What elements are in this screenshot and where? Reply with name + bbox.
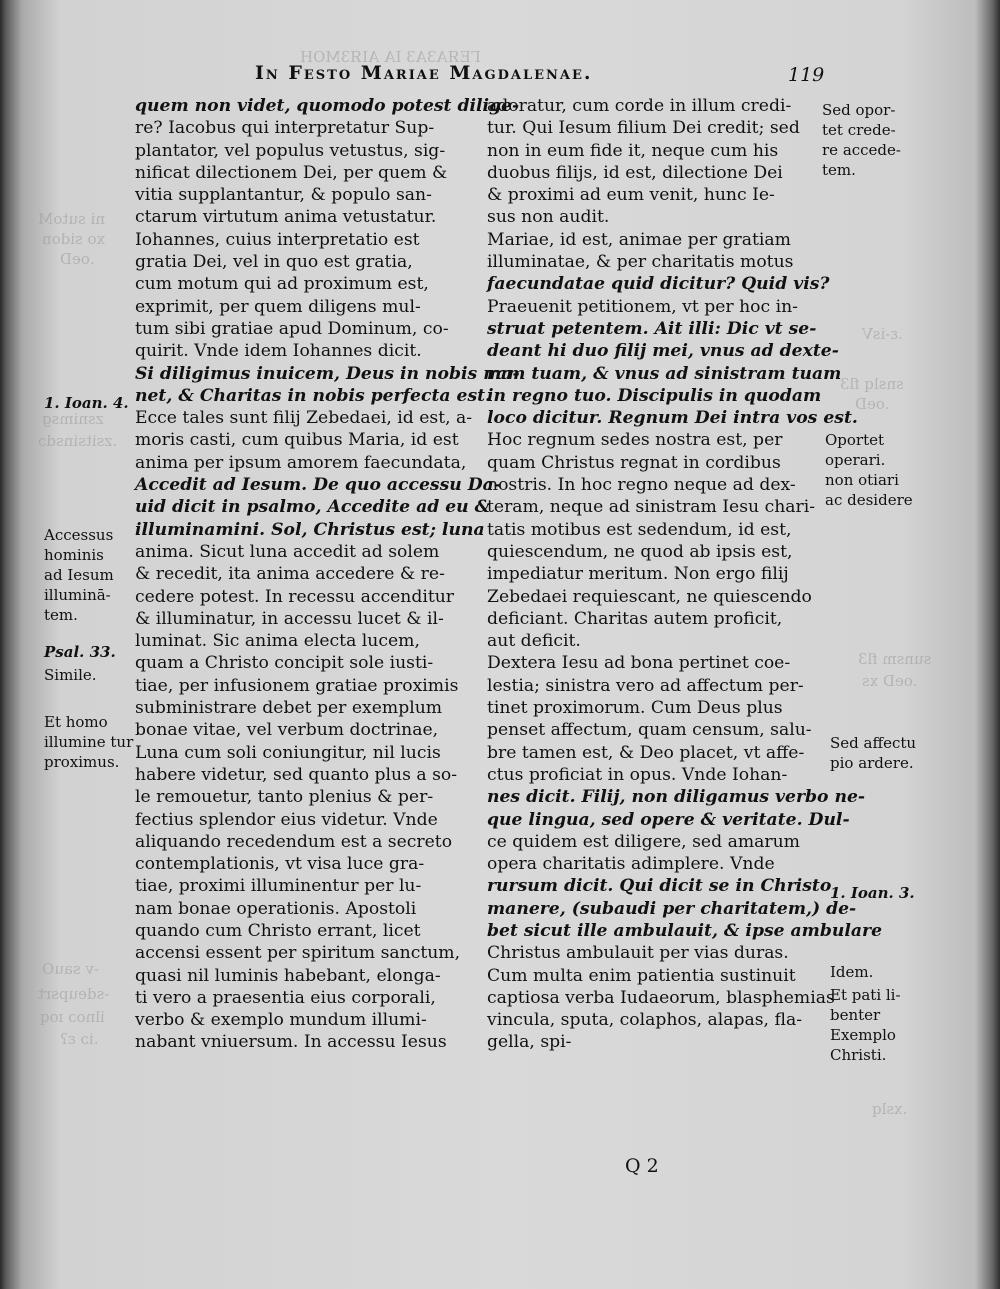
text-line: tur. Qui Iesum filium Dei credit; sed bbox=[487, 118, 800, 139]
text-line: habere videtur, sed quanto plus a so- bbox=[135, 764, 458, 785]
text-line: duobus filijs, id est, dilectione Dei bbox=[487, 162, 783, 183]
text-line: Cum multa enim patientia sustinuit bbox=[487, 965, 796, 986]
text-line: illuminamini. Sol, Christus est; luna bbox=[135, 519, 485, 540]
bleed-through: .oeD xs bbox=[862, 672, 918, 690]
text-line: non in eum fide it, neque cum his bbox=[487, 140, 779, 161]
left-text-column bbox=[135, 95, 520, 1054]
margin-note-left: 1. Ioan. 4. bbox=[44, 394, 129, 412]
text-line: nes dicit. Filij, non diligamus verbo ne- bbox=[487, 787, 866, 808]
signature-mark: Q 2 bbox=[625, 1155, 659, 1177]
text-line: ti vero a praesentia eius corporali, bbox=[135, 987, 436, 1008]
text-line: nam bonae operationis. Apostoli bbox=[135, 898, 417, 919]
text-line: teram, neque ad sinistram Iesu chari- bbox=[487, 497, 816, 518]
bleed-through: -sdeupsrt bbox=[38, 985, 110, 1003]
text-line: plantator, vel populus vetustus, sig- bbox=[135, 140, 446, 161]
text-line: quando cum Christo errant, licet bbox=[135, 920, 421, 941]
text-line: tiae, proximi illuminentur per lu- bbox=[135, 876, 422, 897]
text-line: bet sicut ille ambulauit, & ipse ambulare bbox=[487, 920, 883, 941]
text-line: captiosa verba Iudaeorum, blasphemias bbox=[487, 987, 835, 1008]
text-line: ce quidem est diligere, sed amarum bbox=[487, 831, 800, 852]
text-line: tatis motibus est sedendum, id est, bbox=[487, 519, 792, 540]
text-line: Zebedaei requiescant, ne quiescendo bbox=[487, 586, 812, 607]
text-line: Praeuenit petitionem, vt per hoc in- bbox=[487, 296, 798, 317]
text-line: accensi essent per spiritum sanctum, bbox=[135, 943, 461, 964]
text-line: anima per ipsum amorem faecundata, bbox=[135, 452, 467, 473]
running-title: In Festo Mariae Magdalenae. bbox=[255, 62, 593, 84]
page-number: 119 bbox=[788, 64, 825, 86]
margin-note-right: 1. Ioan. 3. bbox=[830, 884, 915, 902]
text-line: nabant vniuersum. In accessu Iesus bbox=[135, 1032, 447, 1053]
text-line: net, & Charitas in nobis perfecta est. bbox=[135, 385, 492, 406]
text-line: impediatur meritum. Non ergo filij bbox=[487, 564, 789, 585]
text-line: ctus proficiat in opus. Vnde Iohan- bbox=[487, 764, 788, 785]
text-line: Luna cum soli coniungitur, nil lucis bbox=[135, 742, 441, 763]
text-line: bonae vitae, vel verbum doctrinae, bbox=[135, 720, 439, 741]
text-line: subministrare debet per exemplum bbox=[135, 698, 443, 719]
text-line: quem non videt, quomodo potest dilige- bbox=[135, 96, 520, 116]
bleed-through: sunsm fl3 bbox=[858, 650, 932, 668]
margin-note-right: Oportet operari. non otiari ac desidere bbox=[825, 431, 913, 509]
text-line: quiescendum, ne quod ab ipsis est, bbox=[487, 541, 793, 562]
text-line: bre tamen est, & Deo placet, vt affe- bbox=[487, 742, 805, 763]
margin-note-right: Et pati li- benter Exemplo Christi. bbox=[830, 986, 901, 1064]
text-line: Iohannes, cuius interpretatio est bbox=[135, 229, 420, 250]
text-line: ctarum virtutum anima vetustatur. bbox=[135, 207, 437, 228]
text-line: struat petentem. Ait illi: Dic vt se- bbox=[487, 318, 817, 339]
text-line: opera charitatis adimplere. Vnde bbox=[487, 854, 775, 875]
text-line: que lingua, sed opere & veritate. Dul- bbox=[487, 809, 850, 830]
text-line: exprimit, per quem diligens mul- bbox=[135, 296, 421, 317]
bleed-through: ГЕЯАЗАЗ ІА АІЯЗМОН bbox=[300, 48, 481, 66]
text-line: quam Christus regnat in cordibus bbox=[487, 452, 781, 473]
margin-note-left: Simile. bbox=[44, 666, 97, 684]
text-line: Si diligimus inuicem, Deus in nobis ma- bbox=[135, 363, 520, 384]
text-line: illuminatae, & per charitatis motus bbox=[487, 252, 794, 273]
text-line: & illuminatur, in accessu lucet & il- bbox=[135, 608, 444, 629]
bleed-through: xo sidon bbox=[42, 230, 106, 248]
bleed-through: .iɔ ɛʔ bbox=[60, 1030, 99, 1048]
text-line: Dextera Iesu ad bona pertinet coe- bbox=[487, 653, 791, 674]
margin-note-left: Et homo illumine tur proximus. bbox=[44, 713, 134, 771]
text-line: Mariae, id est, animae per gratiam bbox=[487, 229, 791, 250]
bleed-through: -v sauO bbox=[42, 960, 99, 978]
text-line: gratia Dei, vel in quo est gratia, bbox=[135, 252, 413, 273]
text-line: tiae, per infusionem gratiae proximis bbox=[135, 675, 459, 696]
text-line: aliquando recedendum est a secreto bbox=[135, 831, 453, 852]
text-line: tinet proximorum. Cum Deus plus bbox=[487, 698, 783, 719]
text-line: anima. Sicut luna accedit ad solem bbox=[135, 541, 440, 562]
text-line: sus non audit. bbox=[487, 207, 610, 228]
bleed-through: ilnoɔ ɪoq bbox=[40, 1008, 105, 1026]
text-line: tum sibi gratiae apud Dominum, co- bbox=[135, 318, 449, 339]
text-line: contemplationis, vt visa luce gra- bbox=[135, 854, 425, 875]
bleed-through: .xslq bbox=[872, 1100, 908, 1118]
text-line: uid dicit in psalmo, Accedite ad eu & bbox=[135, 497, 491, 518]
text-line: nostris. In hoc regno neque ad dex- bbox=[487, 475, 796, 496]
text-line: Ecce tales sunt filij Zebedaei, id est, a- bbox=[135, 408, 473, 429]
text-line: & proximi ad eum venit, hunc Ie- bbox=[487, 185, 775, 206]
text-line: lestia; sinistra vero ad affectum per- bbox=[487, 675, 804, 696]
bleed-through: .ɛ-isV bbox=[862, 325, 903, 343]
text-line: vitia supplantantur, & populo san- bbox=[135, 185, 432, 206]
text-line: deant hi duo filij mei, vnus ad dexte- bbox=[487, 341, 839, 362]
bleed-through: .oeD bbox=[60, 250, 95, 268]
bleed-through: .oeD bbox=[855, 395, 890, 413]
margin-note-right: Sed affectu pio ardere. bbox=[830, 734, 917, 772]
text-line: nificat dilectionem Dei, per quem & bbox=[135, 162, 448, 183]
margin-note-right: Sed opor- tet crede- re accede- tem. bbox=[822, 101, 901, 179]
text-line: verbo & exemplo mundum illumi- bbox=[135, 1010, 427, 1031]
text-line: rursum dicit. Qui dicit se in Christo bbox=[487, 876, 832, 897]
text-line: loco dicitur. Regnum Dei intra vos est. bbox=[487, 408, 858, 429]
bleed-through: .zsitsinsdɔ bbox=[38, 432, 118, 450]
text-line: luminat. Sic anima electa lucem, bbox=[135, 631, 420, 652]
margin-note-left: Psal. 33. bbox=[44, 643, 116, 661]
text-line: deficiant. Charitas autem proficit, bbox=[487, 608, 783, 629]
text-line: adoratur, cum corde in illum credi- bbox=[487, 96, 792, 116]
text-line: Accedit ad Iesum. De quo accessu Da- bbox=[135, 475, 501, 496]
text-line: re? Iacobus qui interpretatur Sup- bbox=[135, 118, 435, 139]
text-line: ram tuam, & vnus ad sinistram tuam bbox=[487, 363, 842, 384]
bleed-through: ni sutoM bbox=[38, 210, 106, 228]
margin-note-left: Accessus hominis ad Iesum illuminā- tem. bbox=[44, 526, 114, 624]
text-line: gella, spi- bbox=[487, 1032, 572, 1053]
text-line: faecundatae quid dicitur? Quid vis? bbox=[487, 274, 830, 295]
text-line: quam a Christo concipit sole iusti- bbox=[135, 653, 434, 674]
text-line: cedere potest. In recessu accenditur bbox=[135, 586, 455, 607]
text-line: aut deficit. bbox=[487, 631, 581, 652]
text-line: quasi nil luminis habebant, elonga- bbox=[135, 965, 441, 986]
text-line: moris casti, cum quibus Maria, id est bbox=[135, 430, 459, 451]
text-line: Hoc regnum sedes nostra est, per bbox=[487, 430, 783, 451]
text-line: cum motum qui ad proximum est, bbox=[135, 274, 429, 295]
bleed-through: zsnimsg bbox=[42, 410, 104, 428]
bleed-through: snslq fl3 bbox=[840, 375, 904, 393]
text-line: manere, (subaudi per charitatem,) de- bbox=[487, 898, 857, 919]
text-line: fectius splendor eius videtur. Vnde bbox=[135, 809, 438, 830]
text-line: vincula, sputa, colaphos, alapas, fla- bbox=[487, 1010, 803, 1031]
text-line: quirit. Vnde idem Iohannes dicit. bbox=[135, 341, 422, 362]
text-line: penset affectum, quam censum, salu- bbox=[487, 720, 812, 741]
text-line: & recedit, ita anima accedere & re- bbox=[135, 564, 445, 585]
margin-note-right: Idem. bbox=[830, 963, 874, 981]
text-line: Christus ambulauit per vias duras. bbox=[487, 943, 789, 964]
text-line: le remouetur, tanto plenius & per- bbox=[135, 787, 434, 808]
text-line: in regno tuo. Discipulis in quodam bbox=[487, 385, 822, 406]
